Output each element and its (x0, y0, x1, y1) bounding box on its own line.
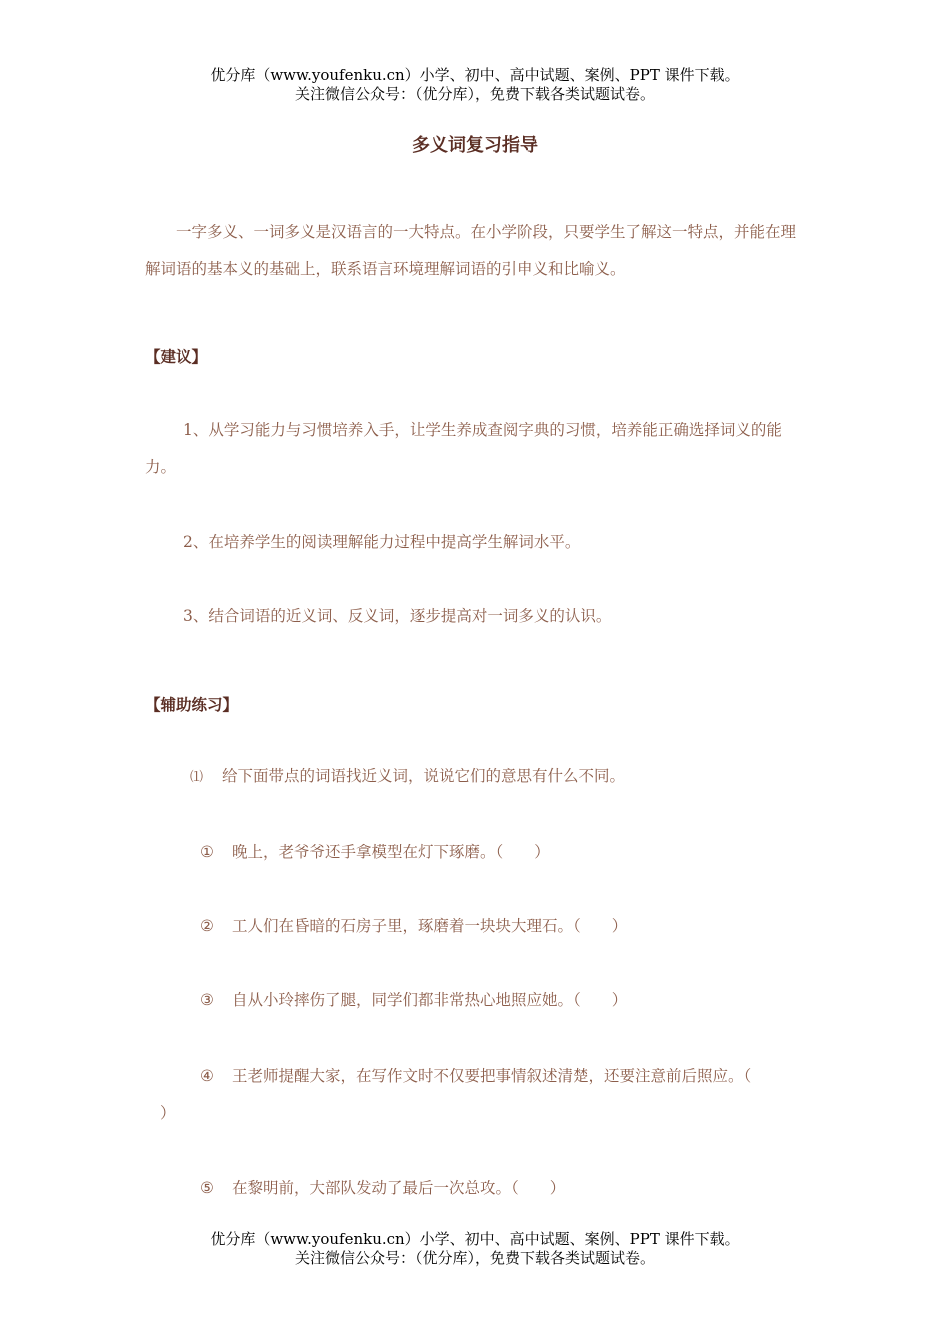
intro-paragraph: 一字多义、一词多义是汉语言的一大特点。在小学阶段，只要学生了解这一特点，并能在理解词语的基本义的基础上，联系语言环境理解词语的引申义和比喻义。 (145, 223, 797, 278)
exercise-item-text: 王老师提醒大家，在写作文时不仅要把事情叙述清楚，还要注意前后照应。（ (232, 1067, 752, 1085)
question-number: ⑴ (190, 770, 204, 785)
footer-line-1: 优分库（www.youfenku.cn）小学、初中、高中试题、案例、PPT 课件下载。 (210, 1230, 740, 1248)
question-text: 给下面带点的词语找近义词，说说它们的意思有什么不同。 (222, 767, 626, 785)
question-1 (190, 758, 625, 796)
exercise-item (200, 1058, 751, 1095)
header-line-2: 关注微信公众号：（优分库），免费下载各类试题试卷。 (294, 85, 655, 103)
footer-line-2: 关注微信公众号：（优分库），免费下载各类试题试卷。 (294, 1249, 655, 1267)
exercise-item-number: ④ (200, 1067, 214, 1085)
exercise-item-text: 在黎明前，大部队发动了最后一次总攻。（ ） (232, 1179, 566, 1197)
exercises-heading: 【辅助练习】 (145, 696, 239, 714)
exercise-item (200, 908, 627, 945)
suggestion-item-2: 2、在培养学生的阅读理解能力过程中提高学生解词水平。 (183, 533, 581, 551)
exercise-item-text: 工人们在昏暗的石房子里，琢磨着一块块大理石。（ ） (232, 917, 628, 935)
suggestions-heading: 【建议】 (145, 348, 208, 366)
exercise-item-number: ③ (200, 991, 214, 1009)
exercise-item-number: ⑤ (200, 1179, 214, 1197)
exercise-item-number: ① (200, 843, 214, 861)
exercise-item (200, 982, 627, 1019)
suggestion-item-3: 3、结合词语的近义词、反义词，逐步提高对一词多义的认识。 (183, 607, 612, 625)
exercise-item (200, 834, 550, 871)
exercise-item-text: 晚上，老爷爷还手拿模型在灯下琢磨。（ ） (232, 843, 550, 861)
exercise-item-continuation: ） (160, 1104, 176, 1122)
exercise-item (200, 1170, 565, 1207)
exercise-item-text: 自从小玲摔伤了腿，同学们都非常热心地照应她。（ ） (232, 991, 628, 1009)
page-title: 多义词复习指导 (412, 135, 538, 156)
header-line-1: 优分库（www.youfenku.cn）小学、初中、高中试题、案例、PPT 课件下载。 (210, 66, 740, 84)
suggestion-item-1: 1、从学习能力与习惯培养入手，让学生养成查阅字典的习惯，培养能正确选择词义的能力。 (145, 421, 782, 476)
exercise-item-number: ② (200, 917, 214, 935)
